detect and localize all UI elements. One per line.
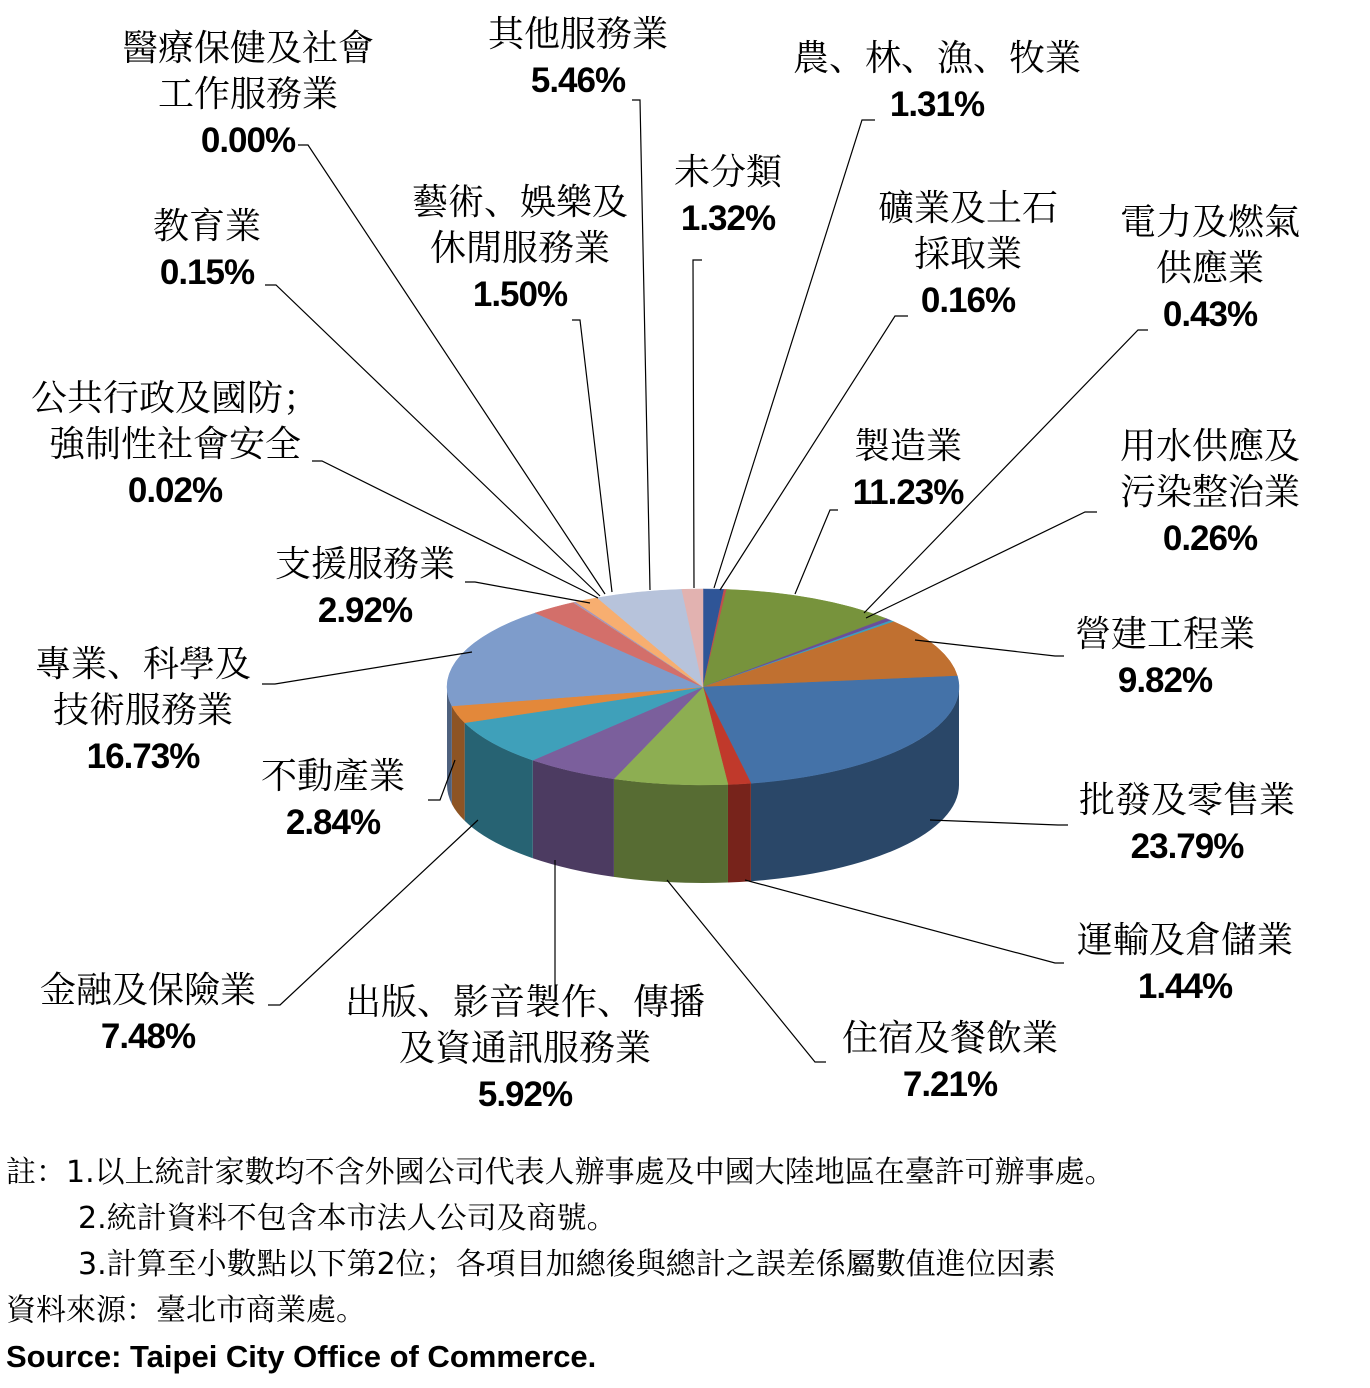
slice-label-17-line-0: 藝術、娛樂及 (411, 182, 629, 223)
slice-label-9-percent: 5.92% (477, 1075, 573, 1114)
slice-label-0 (793, 36, 1081, 128)
slice-label-15-percent: 0.15% (159, 253, 255, 292)
slice-label-14-line-1: 強制性社會安全 (48, 424, 302, 465)
leader-line-7 (745, 880, 1064, 963)
slice-label-11-line-0: 不動產業 (260, 756, 406, 797)
slice-label-5-line-0: 營建工程業 (1074, 614, 1256, 655)
slice-label-3-line-1: 供應業 (1155, 248, 1265, 289)
slice-label-12-line-1: 技術服務業 (52, 690, 234, 731)
slice-label-1 (878, 186, 1058, 324)
slice-label-17-percent: 1.50% (472, 275, 568, 314)
slice-label-15-line-0: 教育業 (152, 206, 262, 247)
slice-label-16 (122, 26, 374, 164)
slice-label-12-percent: 16.73% (86, 737, 200, 776)
slice-label-7-percent: 1.44% (1137, 967, 1233, 1006)
source-chinese: 資料來源：臺北市商業處。 (6, 1293, 366, 1328)
slice-label-17 (412, 180, 628, 318)
slice-label-3-line-0: 電力及燃氣 (1119, 202, 1301, 243)
slice-label-8-line-0: 住宿及餐飲業 (841, 1018, 1059, 1059)
slice-label-13 (275, 542, 455, 634)
note-1: 註：1.以上統計家數均不含外國公司代表人辦事處及中國大陸地區在臺許可辦事處。 (6, 1155, 1115, 1190)
slice-label-5-percent: 9.82% (1117, 661, 1213, 700)
pie-side-8 (614, 779, 728, 883)
slice-label-7 (1077, 918, 1293, 1010)
slice-label-0-line-0: 農、林、漁、牧業 (792, 38, 1082, 79)
slice-label-16-line-0: 醫療保健及社會 (121, 28, 375, 69)
slice-label-10-line-0: 金融及保險業 (39, 970, 257, 1011)
slice-label-12 (35, 642, 251, 780)
slice-label-13-percent: 2.92% (317, 591, 413, 630)
slice-label-18 (488, 12, 668, 104)
slice-label-7-line-0: 運輸及倉儲業 (1076, 920, 1294, 961)
leader-line-9 (545, 860, 555, 1000)
slice-label-6 (1079, 778, 1295, 870)
slice-label-2-line-0: 製造業 (853, 426, 962, 467)
leader-line-4 (866, 512, 1097, 618)
slice-label-11 (261, 754, 405, 846)
slice-label-2-percent: 11.23% (852, 473, 964, 512)
slice-label-10-percent: 7.48% (100, 1017, 196, 1056)
slice-label-16-line-1: 工作服務業 (157, 74, 339, 115)
slice-label-18-line-0: 其他服務業 (487, 14, 669, 55)
source-english: Source: Taipei City Office of Commerce. (6, 1339, 597, 1374)
slice-label-10 (40, 968, 256, 1060)
leader-line-18 (632, 100, 650, 590)
slice-label-0-percent: 1.31% (889, 85, 985, 124)
chart-notes (6, 1150, 1115, 1380)
slice-label-4-percent: 0.26% (1162, 519, 1258, 558)
slice-label-14-percent: 0.02% (127, 471, 223, 510)
slice-label-4-line-1: 污染整治業 (1119, 472, 1301, 513)
slice-label-1-line-0: 礦業及土石 (877, 188, 1059, 229)
slice-label-6-line-0: 批發及零售業 (1078, 780, 1296, 821)
slice-label-15 (153, 204, 261, 296)
pie-top-group (447, 589, 959, 785)
pie-side-9 (533, 760, 614, 877)
slice-label-14 (31, 376, 319, 514)
slice-label-12-line-0: 專業、科學及 (34, 644, 252, 685)
pie-side-7 (728, 783, 751, 882)
slice-label-5 (1075, 612, 1255, 704)
slice-label-19-percent: 1.32% (680, 199, 776, 238)
slice-label-2 (853, 424, 964, 516)
slice-label-11-percent: 2.84% (285, 803, 381, 842)
leader-line-6 (930, 820, 1068, 825)
slice-label-14-line-0: 公共行政及國防； (30, 378, 320, 419)
slice-label-3 (1120, 200, 1300, 338)
note-3: 3.計算至小數點以下第2位；各項目加總後與總計之誤差係屬數值進位因素 (78, 1247, 1056, 1282)
leader-line-19 (693, 260, 702, 588)
slice-label-1-line-1: 採取業 (913, 234, 1023, 275)
leader-line-17 (572, 320, 612, 592)
slice-label-9-line-0: 出版、影音製作、傳播 (344, 982, 706, 1023)
slice-label-9-line-1: 及資通訊服務業 (398, 1028, 652, 1069)
slice-label-4 (1120, 424, 1300, 562)
leader-line-2 (795, 510, 838, 594)
slice-label-4-line-0: 用水供應及 (1119, 426, 1301, 467)
slice-label-9 (345, 980, 705, 1118)
slice-label-17-line-1: 休閒服務業 (429, 228, 611, 269)
slice-label-19-line-0: 未分類 (673, 152, 783, 193)
slice-label-19 (674, 150, 782, 242)
leader-line-12 (262, 652, 472, 684)
slice-label-3-percent: 0.43% (1162, 295, 1258, 334)
slice-label-6-percent: 23.79% (1130, 827, 1244, 866)
slice-label-8-percent: 7.21% (902, 1065, 998, 1104)
note-2: 2.統計資料不包含本市法人公司及商號。 (78, 1201, 617, 1236)
slice-label-13-line-0: 支援服務業 (274, 544, 456, 585)
slice-label-1-percent: 0.16% (920, 281, 1016, 320)
slice-label-8 (842, 1016, 1058, 1108)
slice-label-18-percent: 5.46% (530, 61, 626, 100)
slice-label-16-percent: 0.00% (200, 121, 296, 160)
leader-line-10 (268, 820, 478, 1005)
